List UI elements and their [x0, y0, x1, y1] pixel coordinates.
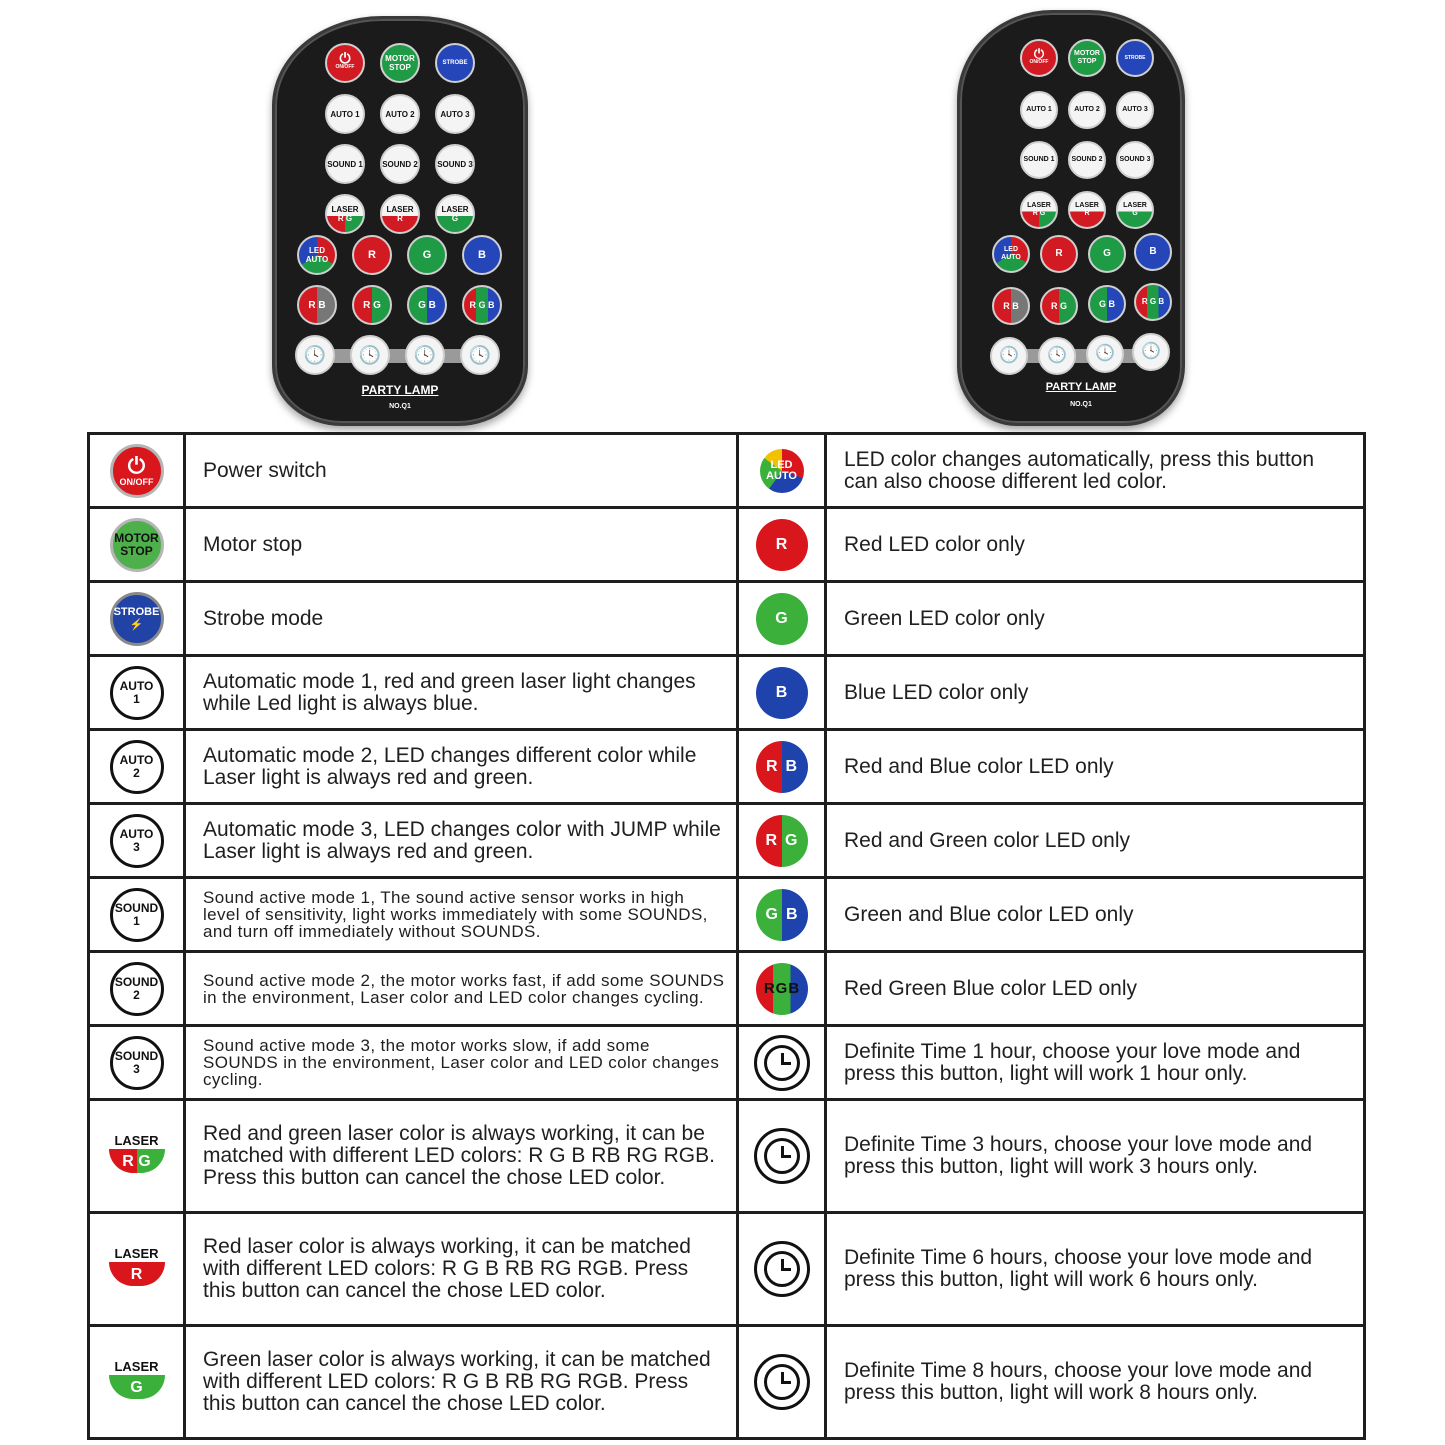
blue-led-icon: B — [756, 667, 808, 719]
table-row — [89, 878, 1365, 952]
auto-1-button[interactable]: AUTO 1 — [1020, 91, 1058, 129]
led-rg-button[interactable]: R G — [1040, 287, 1078, 325]
green-led-icon: G — [756, 593, 808, 645]
sound-2-desc: Sound active mode 2, the motor works fast, if add some SOUNDS in the environment, Laser color and LED color changes cycling. — [185, 952, 738, 1026]
sound-1-icon: SOUND 1 — [110, 888, 164, 942]
power-button[interactable]: ⏻ ON/OFF — [325, 43, 365, 83]
led-auto-button[interactable]: LED AUTO — [992, 235, 1030, 273]
motor-stop-desc: Motor stop — [185, 508, 738, 582]
button-legend-table — [87, 432, 1366, 1440]
table-row — [89, 582, 1365, 656]
rb-led-icon: R B — [756, 741, 808, 793]
clock-icon — [754, 1354, 810, 1410]
remote-brand: PARTY LAMP — [1045, 381, 1117, 393]
remote-model: NO.Q1 — [389, 403, 411, 410]
sound-2-button[interactable]: SOUND 2 — [1068, 141, 1106, 179]
led-rg-button[interactable]: R G — [352, 285, 392, 325]
table-row — [89, 804, 1365, 878]
power-icon: ⏻ ON/OFF — [110, 444, 164, 498]
sound-3-button[interactable]: SOUND 3 — [435, 144, 475, 184]
laser-rg-desc: Red and green laser color is always working, it can be matched with different LED colors: R G B RB RG RGB. Press this button can cancel the chose LED color. — [185, 1100, 738, 1213]
power-button[interactable]: ⏻ ON/OFF — [1020, 39, 1058, 77]
led-rgb-button[interactable]: R G B — [1134, 283, 1172, 321]
sound-3-button[interactable]: SOUND 3 — [1116, 141, 1154, 179]
clock-icon: 🕓 — [358, 344, 382, 365]
timer-3h-desc: Definite Time 3 hours, choose your love mode and press this button, light will work 3 hours only. — [826, 1100, 1365, 1213]
led-g-button[interactable]: G — [1088, 235, 1126, 273]
table-row — [89, 1213, 1365, 1326]
sound-2-icon: SOUND 2 — [110, 962, 164, 1016]
clock-icon — [754, 1128, 810, 1184]
auto-3-button[interactable]: AUTO 3 — [435, 94, 475, 134]
led-auto-desc: LED color changes automatically, press this button can also choose different led color. — [826, 434, 1365, 508]
clock-icon: 🕓 — [468, 344, 492, 365]
gb-led-desc: Green and Blue color LED only — [826, 878, 1365, 952]
strobe-icon: STROBE ⚡ — [110, 592, 164, 646]
laser-g-icon: LASER G — [109, 1354, 165, 1410]
red-led-desc: Red LED color only — [826, 508, 1365, 582]
sound-3-icon: SOUND 3 — [110, 1036, 164, 1090]
clock-icon — [754, 1035, 810, 1091]
laser-rg-button[interactable]: LASER R G — [1020, 191, 1058, 229]
timer-1h-button[interactable] — [295, 335, 335, 375]
clock-icon: 🕓 — [999, 347, 1019, 364]
led-auto-button[interactable]: LED AUTO — [297, 235, 337, 275]
auto-2-desc: Automatic mode 2, LED changes different color while Laser light is always red and green. — [185, 730, 738, 804]
timer-6h-desc: Definite Time 6 hours, choose your love mode and press this button, light will work 6 hours only. — [826, 1213, 1365, 1326]
sound-3-desc: Sound active mode 3, the motor works slow, if add some SOUNDS in the environment, Laser color and LED color changes cycling. — [185, 1026, 738, 1100]
table-row — [89, 508, 1365, 582]
table-row — [89, 1026, 1365, 1100]
sound-1-button[interactable]: SOUND 1 — [325, 144, 365, 184]
rg-led-icon: R G — [756, 815, 808, 867]
auto-3-desc: Automatic mode 3, LED changes color with JUMP while Laser light is always red and green. — [185, 804, 738, 878]
laser-rg-button[interactable]: LASER R G — [325, 194, 365, 234]
red-led-icon: R — [756, 519, 808, 571]
laser-r-button[interactable]: LASER R — [380, 194, 420, 234]
led-gb-button[interactable]: G B — [1088, 285, 1126, 323]
table-row — [89, 1100, 1365, 1213]
rb-led-desc: Red and Blue color LED only — [826, 730, 1365, 804]
laser-r-desc: Red laser color is always working, it can be matched with different LED colors: R G B RB RG RGB. Press this button can cancel the chose LED color. — [185, 1213, 738, 1326]
led-gb-button[interactable]: G B — [407, 285, 447, 325]
strobe-button[interactable]: STROBE — [1116, 39, 1154, 77]
table-row — [89, 1326, 1365, 1439]
timer-8h-desc: Definite Time 8 hours, choose your love mode and press this button, light will work 8 hours only. — [826, 1326, 1365, 1439]
laser-r-button[interactable]: LASER R — [1068, 191, 1106, 229]
timer-3h-button[interactable] — [1038, 337, 1076, 375]
timer-6h-button[interactable] — [1086, 335, 1124, 373]
led-rb-button[interactable]: R B — [297, 285, 337, 325]
led-rb-button[interactable]: R B — [992, 287, 1030, 325]
auto-3-icon: AUTO 3 — [110, 814, 164, 868]
motor-stop-button[interactable]: MOTOR STOP — [380, 43, 420, 83]
auto-1-icon: AUTO 1 — [110, 666, 164, 720]
blue-led-desc: Blue LED color only — [826, 656, 1365, 730]
led-r-button[interactable]: R — [1040, 235, 1078, 273]
auto-2-icon: AUTO 2 — [110, 740, 164, 794]
clock-icon: 🕓 — [1047, 347, 1067, 364]
laser-g-button[interactable]: LASER G — [1116, 191, 1154, 229]
led-auto-icon: LED AUTO — [760, 449, 804, 493]
remote-angled — [957, 10, 1185, 426]
timer-1h-desc: Definite Time 1 hour, choose your love mode and press this button, light will work 1 hour only. — [826, 1026, 1365, 1100]
rgb-led-icon: R G B — [756, 963, 808, 1015]
strobe-button[interactable]: STROBE — [435, 43, 475, 83]
timer-1h-button[interactable] — [990, 337, 1028, 375]
remote-model: NO.Q1 — [1070, 401, 1092, 408]
clock-icon: 🕓 — [413, 344, 437, 365]
led-r-button[interactable]: R — [352, 235, 392, 275]
clock-icon: 🕓 — [303, 344, 327, 365]
remote-front — [272, 16, 528, 426]
auto-1-desc: Automatic mode 1, red and green laser light changes while Led light is always blue. — [185, 656, 738, 730]
laser-rg-icon: LASER R G — [109, 1128, 165, 1184]
auto-3-button[interactable]: AUTO 3 — [1116, 91, 1154, 129]
laser-g-button[interactable]: LASER G — [435, 194, 475, 234]
motor-stop-button[interactable]: MOTOR STOP — [1068, 39, 1106, 77]
motor-stop-icon: MOTOR STOP — [110, 518, 164, 572]
auto-2-button[interactable]: AUTO 2 — [1068, 91, 1106, 129]
clock-icon: 🕓 — [1095, 345, 1115, 362]
led-b-button[interactable]: B — [462, 235, 502, 275]
power-switch-desc: Power switch — [185, 434, 738, 508]
table-row — [89, 434, 1365, 508]
auto-2-button[interactable]: AUTO 2 — [380, 94, 420, 134]
sound-2-button[interactable]: SOUND 2 — [380, 144, 420, 184]
sound-1-desc: Sound active mode 1, The sound active sensor works in high level of sensitivity, light works immediately with some SOUNDS, and turn off immediately without SOUNDS. — [185, 878, 738, 952]
rg-led-desc: Red and Green color LED only — [826, 804, 1365, 878]
led-g-button[interactable]: G — [407, 235, 447, 275]
clock-icon: 🕓 — [1141, 343, 1161, 360]
timer-8h-button[interactable] — [460, 335, 500, 375]
led-b-button[interactable]: B — [1134, 233, 1172, 271]
rgb-led-desc: Red Green Blue color LED only — [826, 952, 1365, 1026]
remote-brand: PARTY LAMP — [361, 383, 439, 397]
laser-g-desc: Green laser color is always working, it can be matched with different LED colors: R G B RB RG RGB. Press this button can cancel the chose LED color. — [185, 1326, 738, 1439]
green-led-desc: Green LED color only — [826, 582, 1365, 656]
clock-icon — [754, 1241, 810, 1297]
timer-3h-button[interactable] — [350, 335, 390, 375]
table-row — [89, 730, 1365, 804]
table-row — [89, 656, 1365, 730]
timer-6h-button[interactable] — [405, 335, 445, 375]
timer-8h-button[interactable] — [1132, 333, 1170, 371]
sound-1-button[interactable]: SOUND 1 — [1020, 141, 1058, 179]
gb-led-icon: G B — [756, 889, 808, 941]
auto-1-button[interactable]: AUTO 1 — [325, 94, 365, 134]
table-row — [89, 952, 1365, 1026]
strobe-desc: Strobe mode — [185, 582, 738, 656]
led-rgb-button[interactable]: R G B — [462, 285, 502, 325]
laser-r-icon: LASER R — [109, 1241, 165, 1297]
